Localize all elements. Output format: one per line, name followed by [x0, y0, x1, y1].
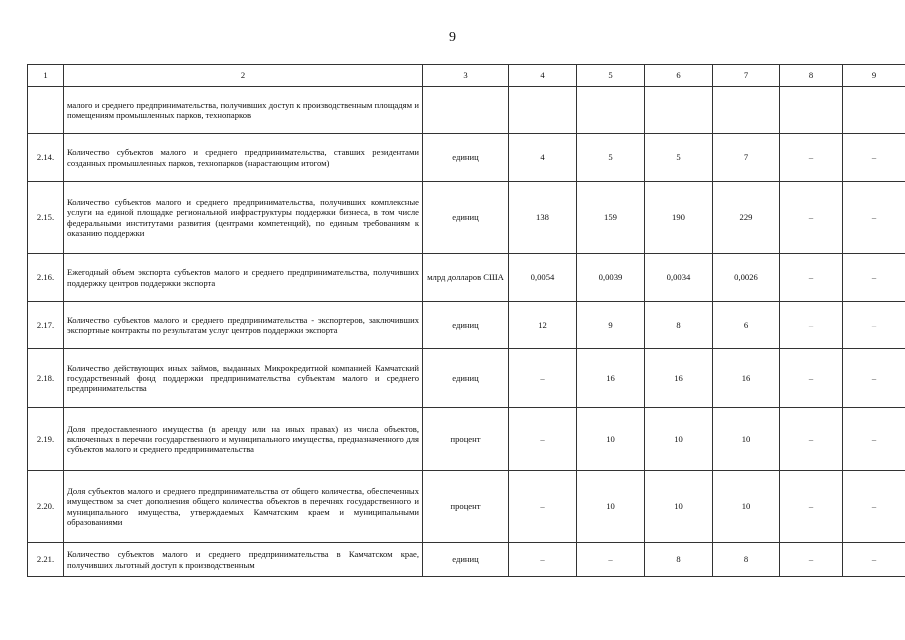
value-cell: – — [780, 349, 843, 408]
unit-cell: единиц — [423, 182, 509, 254]
value-cell: 10 — [577, 408, 645, 471]
value-cell: 8 — [645, 543, 713, 577]
value-cell: 9 — [577, 302, 645, 349]
value-cell: – — [509, 471, 577, 543]
value-cell: – — [509, 349, 577, 408]
indicator-name: Количество субъектов малого и среднего предпринимательства в Камчатском крае, получивших льготный доступ к производственным — [64, 543, 423, 577]
column-number-row — [28, 65, 905, 87]
value-cell: – — [780, 302, 843, 349]
value-cell — [843, 87, 905, 134]
table-row — [28, 254, 905, 302]
table-row — [28, 302, 905, 349]
value-cell: 10 — [645, 408, 713, 471]
indicators-table — [27, 64, 905, 577]
value-cell: 0,0039 — [577, 254, 645, 302]
indicator-name: малого и среднего предпринимательства, получивших доступ к производственным площадям и помещениям промышленных парков, технопарков — [64, 87, 423, 134]
unit-cell — [423, 87, 509, 134]
column-header: 7 — [713, 65, 780, 87]
row-number: 2.17. — [28, 302, 64, 349]
value-cell: 229 — [713, 182, 780, 254]
value-cell: – — [509, 408, 577, 471]
unit-cell: единиц — [423, 302, 509, 349]
value-cell: 138 — [509, 182, 577, 254]
column-header: 3 — [423, 65, 509, 87]
value-cell — [780, 87, 843, 134]
value-cell: 10 — [645, 471, 713, 543]
unit-cell: процент — [423, 408, 509, 471]
indicator-name: Ежегодный объем экспорта субъектов малого и среднего предпринимательства, получивших поддержку центров поддержки экспорта — [64, 254, 423, 302]
value-cell: 159 — [577, 182, 645, 254]
indicator-name: Количество действующих иных займов, выданных Микрокредитной компанией Камчатский государственный фонд поддержки предпринимательства субъектам малого и среднего предпринимательства — [64, 349, 423, 408]
unit-cell: процент — [423, 471, 509, 543]
value-cell: – — [843, 134, 905, 182]
indicator-name: Количество субъектов малого и среднего предпринимательства, ставших резидентами созданных промышленных парков, технопарков (нарастающим итогом) — [64, 134, 423, 182]
value-cell: – — [780, 408, 843, 471]
value-cell: – — [843, 254, 905, 302]
row-number: 2.21. — [28, 543, 64, 577]
value-cell: 4 — [509, 134, 577, 182]
value-cell — [509, 87, 577, 134]
value-cell: 0,0054 — [509, 254, 577, 302]
value-cell: 10 — [713, 408, 780, 471]
value-cell: – — [780, 471, 843, 543]
value-cell: – — [843, 471, 905, 543]
value-cell: – — [780, 254, 843, 302]
unit-cell: единиц — [423, 134, 509, 182]
value-cell: – — [577, 543, 645, 577]
indicator-name: Количество субъектов малого и среднего предпринимательства, получивших комплексные услуги на единой площадке региональной инфраструктуры поддержки бизнеса, в том числе федеральными институтами развития (центрами компетенций), по единым требованиям к оказанию поддержки — [64, 182, 423, 254]
value-cell: – — [780, 182, 843, 254]
value-cell: 10 — [577, 471, 645, 543]
value-cell: 10 — [713, 471, 780, 543]
value-cell: 16 — [645, 349, 713, 408]
table-row — [28, 349, 905, 408]
table-row — [28, 134, 905, 182]
table-row — [28, 182, 905, 254]
value-cell: 16 — [713, 349, 780, 408]
value-cell: 5 — [577, 134, 645, 182]
indicator-name: Количество субъектов малого и среднего предпринимательства - экспортеров, заключивших экспортные контракты по результатам услуг центров поддержки экспорта — [64, 302, 423, 349]
value-cell: – — [843, 543, 905, 577]
row-number: 2.20. — [28, 471, 64, 543]
value-cell: 7 — [713, 134, 780, 182]
value-cell — [713, 87, 780, 134]
value-cell: 6 — [713, 302, 780, 349]
column-header: 9 — [843, 65, 905, 87]
unit-cell: единиц — [423, 349, 509, 408]
unit-cell: млрд долларов США — [423, 254, 509, 302]
value-cell: – — [843, 302, 905, 349]
value-cell: – — [509, 543, 577, 577]
value-cell: – — [843, 182, 905, 254]
value-cell: 190 — [645, 182, 713, 254]
value-cell: 0,0026 — [713, 254, 780, 302]
value-cell: – — [843, 349, 905, 408]
value-cell: – — [780, 543, 843, 577]
row-number — [28, 87, 64, 134]
column-header: 2 — [64, 65, 423, 87]
table-row — [28, 543, 905, 577]
row-number: 2.16. — [28, 254, 64, 302]
table-row — [28, 87, 905, 134]
column-header: 4 — [509, 65, 577, 87]
value-cell — [577, 87, 645, 134]
table-row — [28, 471, 905, 543]
value-cell: 8 — [645, 302, 713, 349]
value-cell: 8 — [713, 543, 780, 577]
row-number: 2.19. — [28, 408, 64, 471]
value-cell — [645, 87, 713, 134]
column-header: 5 — [577, 65, 645, 87]
value-cell: – — [780, 134, 843, 182]
table-row — [28, 408, 905, 471]
row-number: 2.14. — [28, 134, 64, 182]
value-cell: 0,0034 — [645, 254, 713, 302]
value-cell: – — [843, 408, 905, 471]
indicator-name: Доля субъектов малого и среднего предпринимательства от общего количества, обеспеченных имуществом за счет дополнения общего количества объектов в перечнях государственного и муниципального имущества, утверждаемых Камчатским краем и муниципальными образованиями — [64, 471, 423, 543]
page-number: 9 — [449, 30, 456, 45]
unit-cell: единиц — [423, 543, 509, 577]
value-cell: 16 — [577, 349, 645, 408]
column-header: 8 — [780, 65, 843, 87]
value-cell: 5 — [645, 134, 713, 182]
indicator-name: Доля предоставленного имущества (в аренду или на иных правах) из числа объектов, включенных в перечни государственного и муниципального имущества, предназначенного для субъектов малого и среднего предпринимательства — [64, 408, 423, 471]
value-cell: 12 — [509, 302, 577, 349]
row-number: 2.15. — [28, 182, 64, 254]
column-header: 6 — [645, 65, 713, 87]
column-header: 1 — [28, 65, 64, 87]
row-number: 2.18. — [28, 349, 64, 408]
